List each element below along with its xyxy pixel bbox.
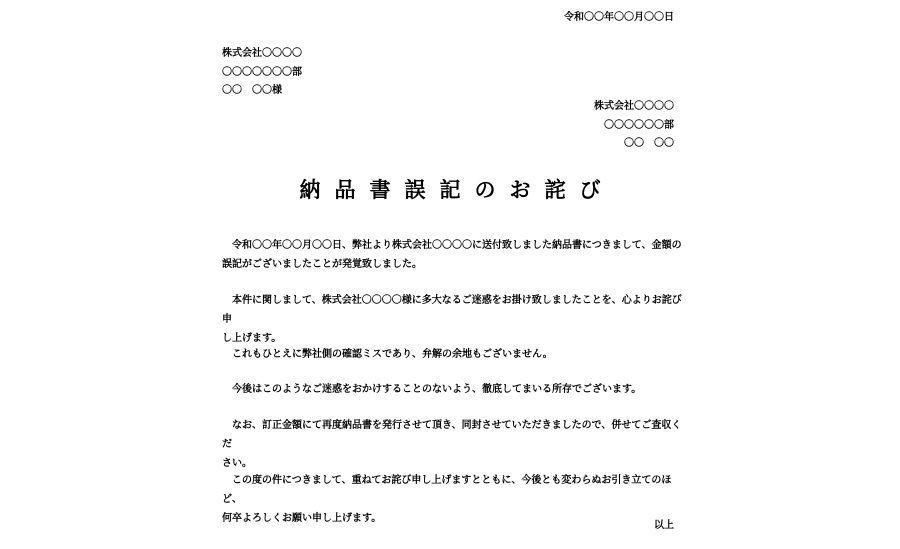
body-paragraph: 本件に関しまして、株式会社〇〇〇〇様に多大なるご迷惑をお掛け致しましたことを、心よりお詫び申 し上げます。 [222, 295, 682, 344]
letter-date: 令和〇〇年〇〇月〇〇日 [564, 12, 674, 23]
body-paragraph: 令和〇〇年〇〇月〇〇日、弊社より株式会社〇〇〇〇に送付致しました納品書につきまして、金額の 誤記がございましたことが発覚致しました。 [222, 240, 682, 270]
recipient-company: 株式会社〇〇〇〇 [222, 48, 302, 59]
body-paragraph: 今後はこのようなご迷惑をおかけすることのないよう、徹底してまいる所存でございます。 [222, 384, 642, 395]
body-paragraph: なお、訂正金額にて再度納品書を発行させて頂き、同封させていただきましたので、併せてご査収くだ さい。 [222, 420, 682, 469]
recipient-name: 〇〇 〇〇様 [222, 85, 282, 96]
closing-text: 以上 [654, 520, 674, 531]
body-paragraph: これもひとえに弊社側の確認ミスであり、弁解の余地もございません。 [222, 349, 553, 360]
body-paragraph: この度の件につきまして、重ねてお詫び申し上げますとともに、今後とも変わらぬお引き立てのほど、 何卒よろしくお願い申し上げます。 [222, 475, 672, 524]
sender-company: 株式会社〇〇〇〇 [594, 101, 674, 112]
sender-name: 〇〇 〇〇 [624, 138, 674, 149]
recipient-department: 〇〇〇〇〇〇〇部 [222, 67, 302, 78]
sender-department: 〇〇〇〇〇〇部 [604, 120, 674, 131]
letter-title: 納品書誤記のお詫び [299, 178, 615, 202]
